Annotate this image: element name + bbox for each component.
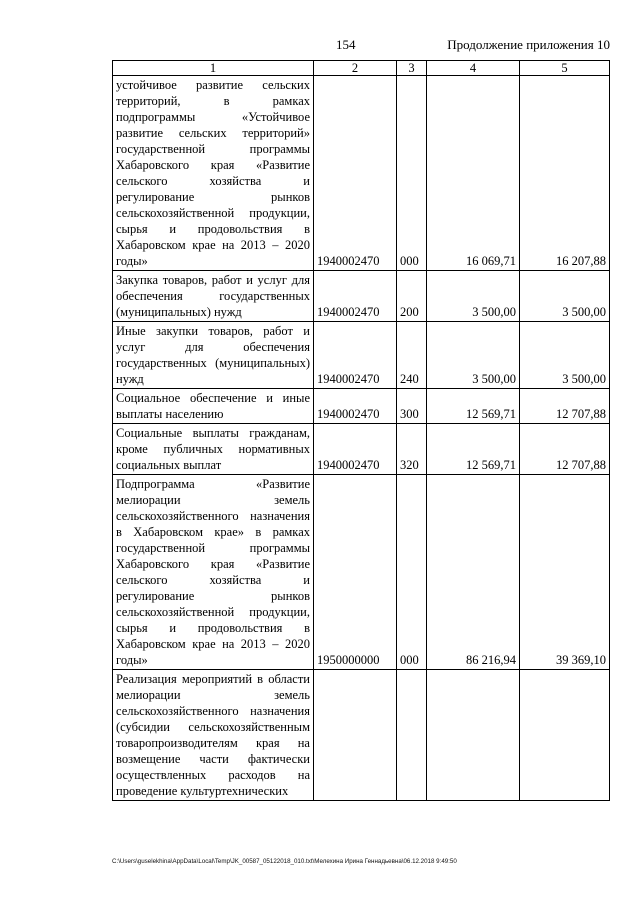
row-sum-1 (427, 670, 520, 801)
row-sum-2: 12 707,88 (520, 424, 610, 475)
row-expense-type: 000 (397, 76, 427, 271)
row-name: Социальные выплаты гражданам, кроме публичных нормативных социальных выплат (113, 424, 314, 475)
row-code: 1940002470 (314, 389, 397, 424)
row-name: Социальное обеспечение и иные выплаты населению (113, 389, 314, 424)
budget-table (112, 60, 610, 801)
row-sum-2: 16 207,88 (520, 76, 610, 271)
row-code: 1950000000 (314, 475, 397, 670)
row-expense-type: 240 (397, 322, 427, 389)
row-sum-1: 3 500,00 (427, 322, 520, 389)
page-number: 154 (336, 37, 356, 52)
table-row (113, 424, 610, 475)
row-sum-2: 3 500,00 (520, 271, 610, 322)
row-sum-2: 39 369,10 (520, 475, 610, 670)
row-sum-1: 12 569,71 (427, 389, 520, 424)
table-row (113, 475, 610, 670)
row-expense-type: 200 (397, 271, 427, 322)
table-row (113, 389, 610, 424)
column-header: 1 (113, 61, 314, 76)
file-path-footer: C:\Users\guselekhina\AppData\Local\Temp\JK_00587_05122018_010.txt\Мелехина Ирина Геннадьевна\06.12.2018 9:49:50 (112, 858, 457, 865)
row-sum-1: 16 069,71 (427, 76, 520, 271)
row-expense-type: 320 (397, 424, 427, 475)
column-header: 4 (427, 61, 520, 76)
row-code: 1940002470 (314, 424, 397, 475)
row-sum-2 (520, 670, 610, 801)
row-sum-2: 12 707,88 (520, 389, 610, 424)
column-header: 5 (520, 61, 610, 76)
row-sum-1: 3 500,00 (427, 271, 520, 322)
row-code: 1940002470 (314, 322, 397, 389)
row-expense-type: 000 (397, 475, 427, 670)
row-sum-2: 3 500,00 (520, 322, 610, 389)
row-name: Закупка товаров, работ и услуг для обеспечения государственных (муниципальных) нужд (113, 271, 314, 322)
row-expense-type (397, 670, 427, 801)
table-row (113, 76, 610, 271)
column-header: 2 (314, 61, 397, 76)
continuation-label: Продолжение приложения 10 (447, 37, 610, 52)
table-row (113, 322, 610, 389)
row-name: Реализация мероприятий в области мелиорации земель сельскохозяйственного назначения (субсидии сельскохозяйственным товаропроизводителям края на возмещение части фактически осуществленных расходов на проведение культуртехнических (113, 670, 314, 801)
row-sum-1: 86 216,94 (427, 475, 520, 670)
row-name: устойчивое развитие сельских территорий, в рамках подпрограммы «Устойчивое развитие сельских территорий» государственной программы Хабаровского края «Развитие сельского хозяйства и регулирование рынков сельскохозяйственной продукции, сырья и продовольствия в Хабаровском крае на 2013 – 2020 годы» (113, 76, 314, 271)
row-name: Подпрограмма «Развитие мелиорации земель сельскохозяйственного назначения в Хабаровском крае» в рамках государственной программы Хабаровского края «Развитие сельского хозяйства и регулирование рынков сельскохозяйственной продукции, сырья и продовольствия в Хабаровском крае на 2013 – 2020 годы» (113, 475, 314, 670)
row-expense-type: 300 (397, 389, 427, 424)
row-code: 1940002470 (314, 76, 397, 271)
row-name: Иные закупки товаров, работ и услуг для обеспечения государственных (муниципальных) нужд (113, 322, 314, 389)
row-sum-1: 12 569,71 (427, 424, 520, 475)
table-row (113, 271, 610, 322)
row-code (314, 670, 397, 801)
table-row (113, 670, 610, 801)
header-row (113, 61, 610, 76)
row-code: 1940002470 (314, 271, 397, 322)
column-header: 3 (397, 61, 427, 76)
